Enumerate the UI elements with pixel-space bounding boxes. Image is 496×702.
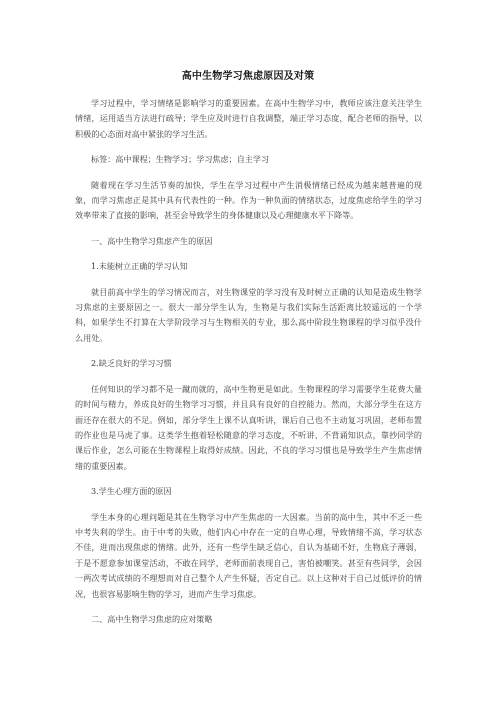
background-paragraph: 随着现在学习生活节奏的加快，学生在学习过程中产生消极情绪已经成为越来越普遍的现象，而学习焦虑正是其中具有代表性的一种。作为一种负面的情绪状态，过度焦虑给学生的学习效率带来了直接的影响，甚至会导致学生的身体健康以及心理健康水平下降等。 bbox=[75, 179, 422, 221]
psychology-paragraph: 学生本身的心理问题是其在生物学习中产生焦虑的一大因素。当前的高中生，其中不乏一些中考失利的学生。由于中考的失败，他们内心中存在一定的自卑心理，导致情绪不高，学习状态不佳，进而出现焦虑的情绪。此外，还有一些学生缺乏信心，自认为基础不好，生物底子薄弱，于是不愿意参加课堂活动，不敢在同学、老师面前表现自己，害怕被嘲笑。甚至有些同学，会因一两次考试成绩的不理想而对自己整个人产生怀疑，否定自己。以上这种对于自己过低评价的情况，也很容易影响生物的学习，进而产生学习焦虑。 bbox=[75, 511, 422, 599]
habits-paragraph: 任何知识的学习都不是一蹴而就的，高中生物更是如此。生物课程的学习需要学生花费大量的时间与精力，养成良好的生物学习习惯，并且具有良好的自控能力。然而，大部分学生在这方面还存在很大的不足。例如，部分学生上课不认真听讲，课后自己也不主动复习巩固，老师布置的作业也是马虎了事。这类学生抱着轻松随意的学习态度，不听讲、不背诵知识点，靠抄同学的课后作业，怎么可能在生物课程上取得好成绩。因此，不良的学习习惯也是导致学生产生焦虑情绪的重要因素。 bbox=[75, 383, 422, 471]
subheading-psychology: 3.学生心理方面的原因 bbox=[91, 486, 172, 497]
subheading-habits: 2.缺乏良好的学习习惯 bbox=[91, 358, 172, 369]
document-body bbox=[75, 96, 422, 627]
document-title: 高中生物学习焦虑原因及对策 bbox=[181, 71, 315, 82]
keywords-line: 标签：高中课程；生物学习；学习焦虑；自主学习 bbox=[91, 154, 270, 165]
section-heading-causes: 一、高中生物学习焦虑产生的原因 bbox=[91, 235, 213, 246]
intro-paragraph: 学习过程中，学习情绪是影响学习的重要因素。在高中生物学习中，教师应该注意关注学生情绪，运用适当方法进行疏导；学生应及时进行自我调整，端正学习态度，配合老师的指导，以积极的心态面对高中紧张的学习生活。 bbox=[75, 98, 422, 139]
cognition-paragraph: 就目前高中学生的学习情况而言，对生物课堂的学习没有及时树立正确的认知是造成生物学习焦虑的主要原因之一。很大一部分学生认为，生物是与我们实际生活距离比较遥远的一个学科，如果学生不打算在大学阶段学习与生物相关的专业，那么高中阶段生物课程的学习似乎没什么用处。 bbox=[75, 286, 422, 343]
section-heading-strategies: 二、高中生物学习焦虑的应对策略 bbox=[91, 613, 213, 624]
subheading-cognition: 1.未能树立正确的学习认知 bbox=[91, 261, 188, 272]
